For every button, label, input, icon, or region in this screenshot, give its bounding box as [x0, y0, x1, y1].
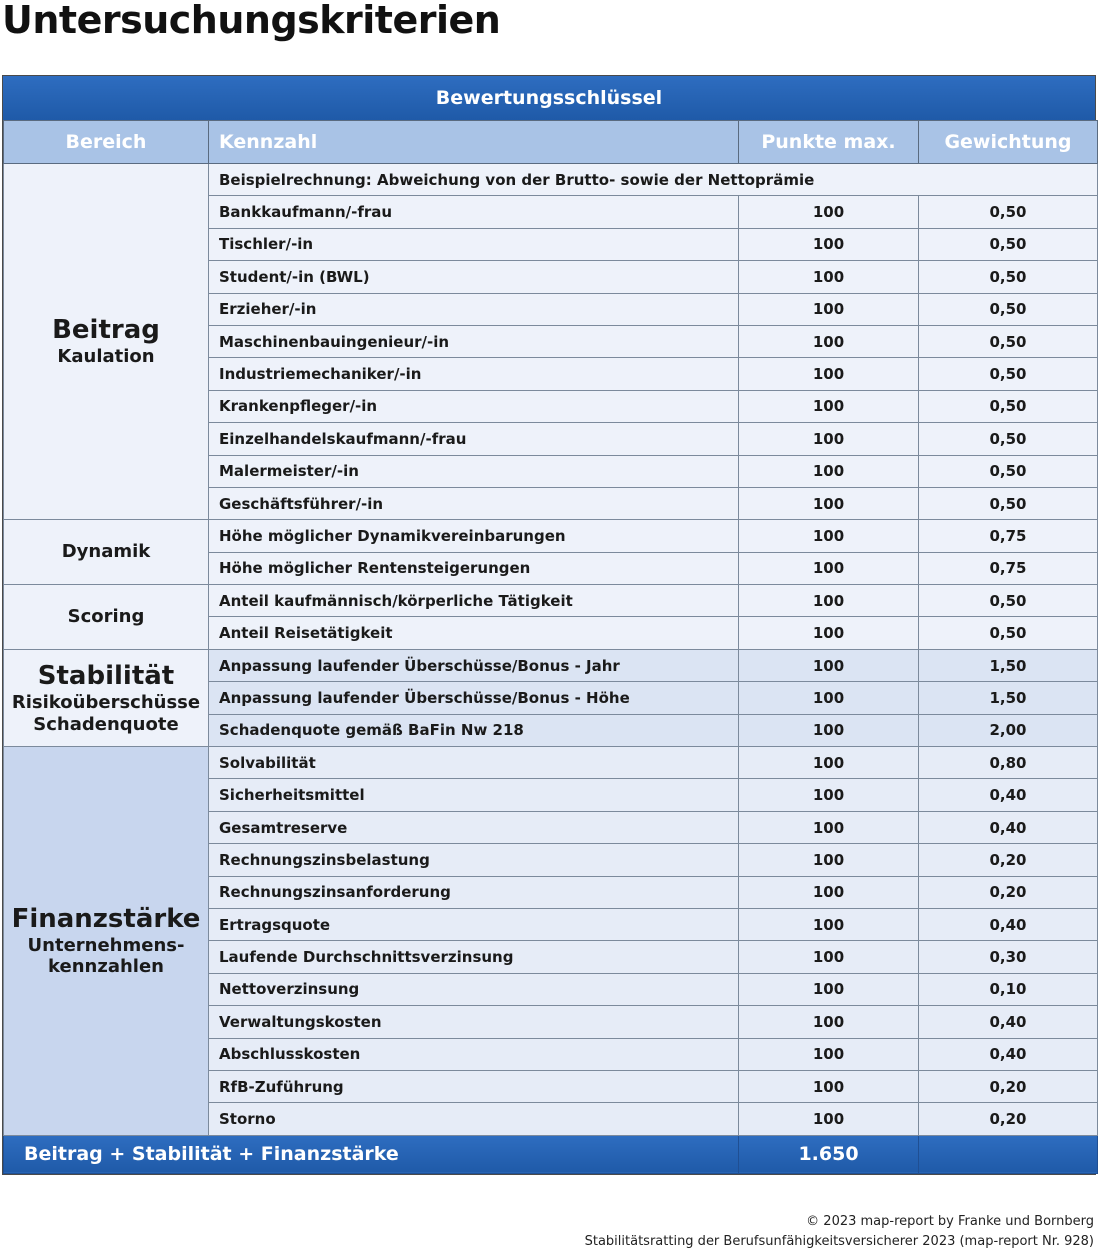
intro-cell: Beispielrechnung: Abweichung von der Brutto- sowie der Nettoprämie [209, 164, 1098, 196]
kennzahl-cell: Rechnungszinsbelastung [209, 844, 739, 876]
criteria-table-container [2, 75, 1096, 1175]
kennzahl-cell: Student/-in (BWL) [209, 261, 739, 293]
punkte-cell: 100 [739, 844, 919, 876]
punkte-cell: 100 [739, 455, 919, 487]
kennzahl-cell: Storno [209, 1103, 739, 1135]
punkte-cell: 100 [739, 585, 919, 617]
section-subtitle: kennzahlen [48, 956, 164, 978]
punkte-cell: 100 [739, 1070, 919, 1102]
kennzahl-cell: Krankenpfleger/-in [209, 390, 739, 422]
gewichtung-cell: 0,50 [919, 293, 1098, 325]
punkte-cell: 100 [739, 1006, 919, 1038]
punkte-cell: 100 [739, 423, 919, 455]
gewichtung-cell: 0,50 [919, 325, 1098, 357]
kennzahl-cell: Laufende Durchschnittsverzinsung [209, 941, 739, 973]
gewichtung-cell: 0,40 [919, 908, 1098, 940]
kennzahl-cell: Anteil Reisetätigkeit [209, 617, 739, 649]
gewichtung-cell: 0,50 [919, 196, 1098, 228]
table-row [4, 164, 1098, 196]
gewichtung-cell: 0,50 [919, 423, 1098, 455]
gewichtung-cell: 0,50 [919, 455, 1098, 487]
section-scoring [4, 585, 209, 650]
punkte-cell: 100 [739, 358, 919, 390]
source-line: Stabilitätsratting der Berufsunfähigkeitsversicherer 2023 (map-report Nr. 928) [584, 1234, 1094, 1249]
punkte-cell: 100 [739, 261, 919, 293]
gewichtung-cell: 0,50 [919, 228, 1098, 260]
gewichtung-cell: 0,50 [919, 261, 1098, 293]
section-title: Scoring [67, 606, 145, 628]
kennzahl-cell: Abschlusskosten [209, 1038, 739, 1070]
table-banner: Bewertungsschlüssel [3, 76, 1095, 120]
gewichtung-cell: 0,20 [919, 876, 1098, 908]
punkte-cell: 100 [739, 747, 919, 779]
gewichtung-cell: 1,50 [919, 682, 1098, 714]
punkte-cell: 100 [739, 1103, 919, 1135]
page-title: Untersuchungskriterien [2, 0, 501, 42]
gewichtung-cell: 0,40 [919, 1006, 1098, 1038]
gewichtung-cell: 0,80 [919, 747, 1098, 779]
kennzahl-cell: Ertragsquote [209, 908, 739, 940]
gewichtung-cell: 0,40 [919, 779, 1098, 811]
section-subtitle: Unternehmens- [27, 934, 185, 956]
punkte-cell: 100 [739, 487, 919, 519]
gewichtung-cell: 2,00 [919, 714, 1098, 746]
table-row [4, 747, 1098, 779]
header-punkte: Punkte max. [739, 121, 919, 164]
kennzahl-cell: Einzelhandelskaufmann/-frau [209, 423, 739, 455]
gewichtung-cell: 0,20 [919, 1103, 1098, 1135]
total-empty-cell [919, 1135, 1098, 1173]
section-subtitle: Risikoüberschüsse [11, 691, 201, 713]
kennzahl-cell: Verwaltungskosten [209, 1006, 739, 1038]
total-label: Beitrag + Stabilität + Finanzstärke [4, 1135, 739, 1173]
section-subtitle: Schadenquote [33, 713, 179, 735]
punkte-cell: 100 [739, 649, 919, 681]
header-kennzahl: Kennzahl [209, 121, 739, 164]
punkte-cell: 100 [739, 941, 919, 973]
gewichtung-cell: 0,75 [919, 520, 1098, 552]
footer [585, 1212, 1094, 1252]
section-subtitle: Kaulation [57, 346, 155, 368]
gewichtung-cell: 0,50 [919, 390, 1098, 422]
kennzahl-cell: Erzieher/-in [209, 293, 739, 325]
section-stabilitaet [4, 649, 209, 746]
kennzahl-cell: Industriemechaniker/-in [209, 358, 739, 390]
kennzahl-cell: Bankkaufmann/-frau [209, 196, 739, 228]
header-gewichtung: Gewichtung [919, 121, 1098, 164]
punkte-cell: 100 [739, 325, 919, 357]
table-row [4, 649, 1098, 681]
gewichtung-cell: 0,50 [919, 487, 1098, 519]
punkte-cell: 100 [739, 908, 919, 940]
gewichtung-cell: 0,20 [919, 1070, 1098, 1102]
punkte-cell: 100 [739, 390, 919, 422]
header-row [4, 121, 1098, 164]
gewichtung-cell: 0,50 [919, 585, 1098, 617]
kennzahl-cell: Anpassung laufender Überschüsse/Bonus - Jahr [209, 649, 739, 681]
gewichtung-cell: 0,50 [919, 617, 1098, 649]
gewichtung-cell: 0,40 [919, 1038, 1098, 1070]
kennzahl-cell: Malermeister/-in [209, 455, 739, 487]
punkte-cell: 100 [739, 682, 919, 714]
punkte-cell: 100 [739, 714, 919, 746]
kennzahl-cell: Tischler/-in [209, 228, 739, 260]
kennzahl-cell: Geschäftsführer/-in [209, 487, 739, 519]
table-row [4, 585, 1098, 617]
kennzahl-cell: Solvabilität [209, 747, 739, 779]
punkte-cell: 100 [739, 617, 919, 649]
punkte-cell: 100 [739, 876, 919, 908]
punkte-cell: 100 [739, 552, 919, 584]
kennzahl-cell: Höhe möglicher Dynamikvereinbarungen [209, 520, 739, 552]
table-body [4, 164, 1098, 1174]
section-title: Dynamik [61, 541, 151, 563]
kennzahl-cell: Schadenquote gemäß BaFin Nw 218 [209, 714, 739, 746]
punkte-cell: 100 [739, 811, 919, 843]
section-finanzstaerke [4, 747, 209, 1136]
section-title: Finanzstärke [11, 903, 201, 934]
section-title: Beitrag [52, 315, 160, 346]
gewichtung-cell: 0,10 [919, 973, 1098, 1005]
punkte-cell: 100 [739, 293, 919, 325]
punkte-cell: 100 [739, 520, 919, 552]
kennzahl-cell: RfB-Zuführung [209, 1070, 739, 1102]
kennzahl-cell: Rechnungszinsanforderung [209, 876, 739, 908]
gewichtung-cell: 0,75 [919, 552, 1098, 584]
gewichtung-cell: 1,50 [919, 649, 1098, 681]
punkte-cell: 100 [739, 779, 919, 811]
criteria-table [3, 120, 1098, 1174]
punkte-cell: 100 [739, 1038, 919, 1070]
kennzahl-cell: Anpassung laufender Überschüsse/Bonus - Höhe [209, 682, 739, 714]
table-row [4, 520, 1098, 552]
punkte-cell: 100 [739, 228, 919, 260]
copyright-line: © 2023 map-report by Franke und Bornberg [806, 1214, 1094, 1229]
kennzahl-cell: Maschinenbauingenieur/-in [209, 325, 739, 357]
gewichtung-cell: 0,20 [919, 844, 1098, 876]
punkte-cell: 100 [739, 973, 919, 1005]
header-bereich: Bereich [4, 121, 209, 164]
kennzahl-cell: Höhe möglicher Rentensteigerungen [209, 552, 739, 584]
gewichtung-cell: 0,40 [919, 811, 1098, 843]
section-beitrag [4, 164, 209, 520]
kennzahl-cell: Sicherheitsmittel [209, 779, 739, 811]
total-row [4, 1135, 1098, 1173]
kennzahl-cell: Anteil kaufmännisch/körperliche Tätigkeit [209, 585, 739, 617]
kennzahl-cell: Nettoverzinsung [209, 973, 739, 1005]
punkte-cell: 100 [739, 196, 919, 228]
section-title: Stabilität [37, 660, 175, 691]
gewichtung-cell: 0,50 [919, 358, 1098, 390]
gewichtung-cell: 0,30 [919, 941, 1098, 973]
section-dynamik [4, 520, 209, 585]
total-value: 1.650 [739, 1135, 919, 1173]
kennzahl-cell: Gesamtreserve [209, 811, 739, 843]
